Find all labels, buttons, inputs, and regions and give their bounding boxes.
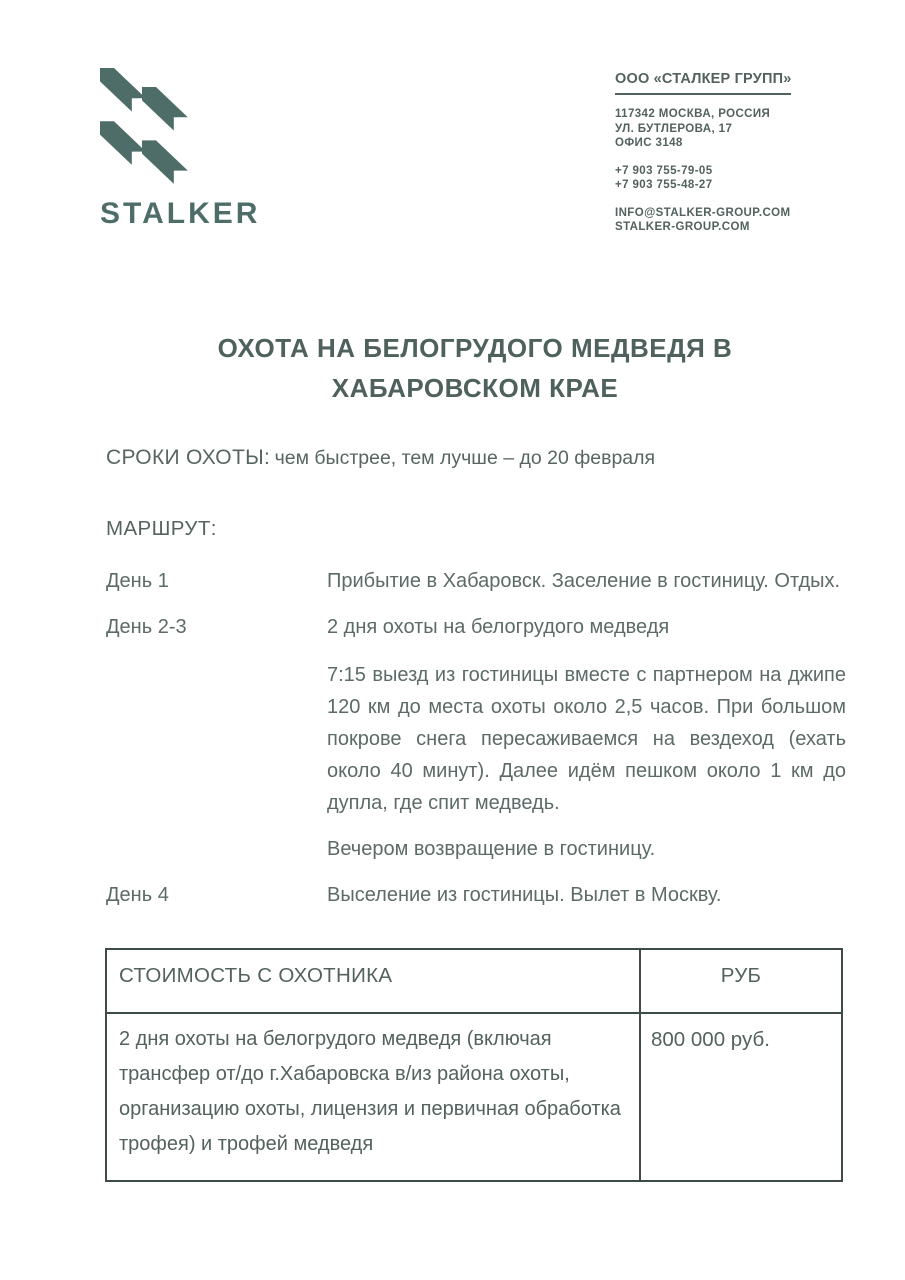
- itinerary-day-label: День 4: [106, 884, 169, 906]
- hunt-dates-line: [106, 446, 655, 470]
- price-table-header-currency: РУБ: [640, 949, 842, 1013]
- phone-number: +7 903 755-48-27: [615, 179, 713, 191]
- company-website: STALKER-GROUP.COM: [615, 221, 750, 233]
- itinerary-day-label: День 2-3: [106, 616, 187, 638]
- company-phones: [615, 164, 865, 193]
- address-line: УЛ. БУТЛЕРОВА, 17: [615, 122, 733, 135]
- price-table-header-description: СТОИМОСТЬ С ОХОТНИКА: [106, 949, 640, 1013]
- company-email: INFO@STALKER-GROUP.COM: [615, 206, 791, 219]
- itinerary-day-text: 7:15 выезд из гостиницы вместе с партнером на джипе 120 км до места охоты около 2,5 часов. При большом покрове снега пересаживаемся на вездеход (ехать около 40 минут). Далее идём пешком около 1 км до дупла, где спит медведь.: [327, 664, 846, 814]
- price-table: [105, 948, 843, 1182]
- price-table-header-row: [106, 949, 842, 1013]
- price-value-cell: 800 000 руб.: [640, 1013, 842, 1181]
- company-address: [615, 107, 865, 151]
- itinerary-list: [106, 565, 846, 911]
- itinerary-day-text: Прибытие в Хабаровск. Заселение в гостиницу. Отдых.: [327, 570, 841, 592]
- address-line: 117342 МОСКВА, РОССИЯ: [615, 108, 771, 120]
- price-description-cell: 2 дня охоты на белогрудого медведя (включая трансфер от/до г.Хабаровска в/из района охоты, организацию охоты, лицензия и первичная обработка трофея) и трофей медведя: [106, 1013, 640, 1181]
- address-line: ОФИС 3148: [615, 137, 683, 149]
- itinerary-spacer: [106, 659, 327, 833]
- hunt-dates-label: СРОКИ ОХОТЫ:: [106, 446, 271, 469]
- route-heading: МАРШРУТ:: [106, 517, 217, 540]
- hunt-dates-value: чем быстрее, тем лучше – до 20 февраля: [274, 447, 656, 469]
- company-web: [615, 206, 865, 235]
- logo-block: [100, 68, 260, 231]
- company-info-block: [615, 70, 865, 248]
- itinerary-day-text: Выселение из гостиницы. Вылет в Москву.: [327, 884, 722, 906]
- itinerary-day-text: Вечером возвращение в гостиницу.: [327, 838, 656, 860]
- stalker-logo-icon: [100, 68, 188, 186]
- itinerary-day-text: 2 дня охоты на белогрудого медведя: [327, 616, 670, 638]
- logo-wordmark: STALKER: [100, 197, 261, 230]
- itinerary-spacer: [106, 833, 327, 879]
- page-title: ОХОТА НА БЕЛОГРУДОГО МЕДВЕДЯ В ХАБАРОВСКОМ КРАЕ: [217, 333, 733, 403]
- logo-arrow-unit: [100, 68, 188, 184]
- price-table-row: [106, 1013, 842, 1181]
- phone-number: +7 903 755-79-05: [615, 164, 713, 177]
- company-name: ООО «СТАЛКЕР ГРУПП»: [615, 71, 791, 95]
- itinerary-day-label: День 1: [106, 570, 169, 592]
